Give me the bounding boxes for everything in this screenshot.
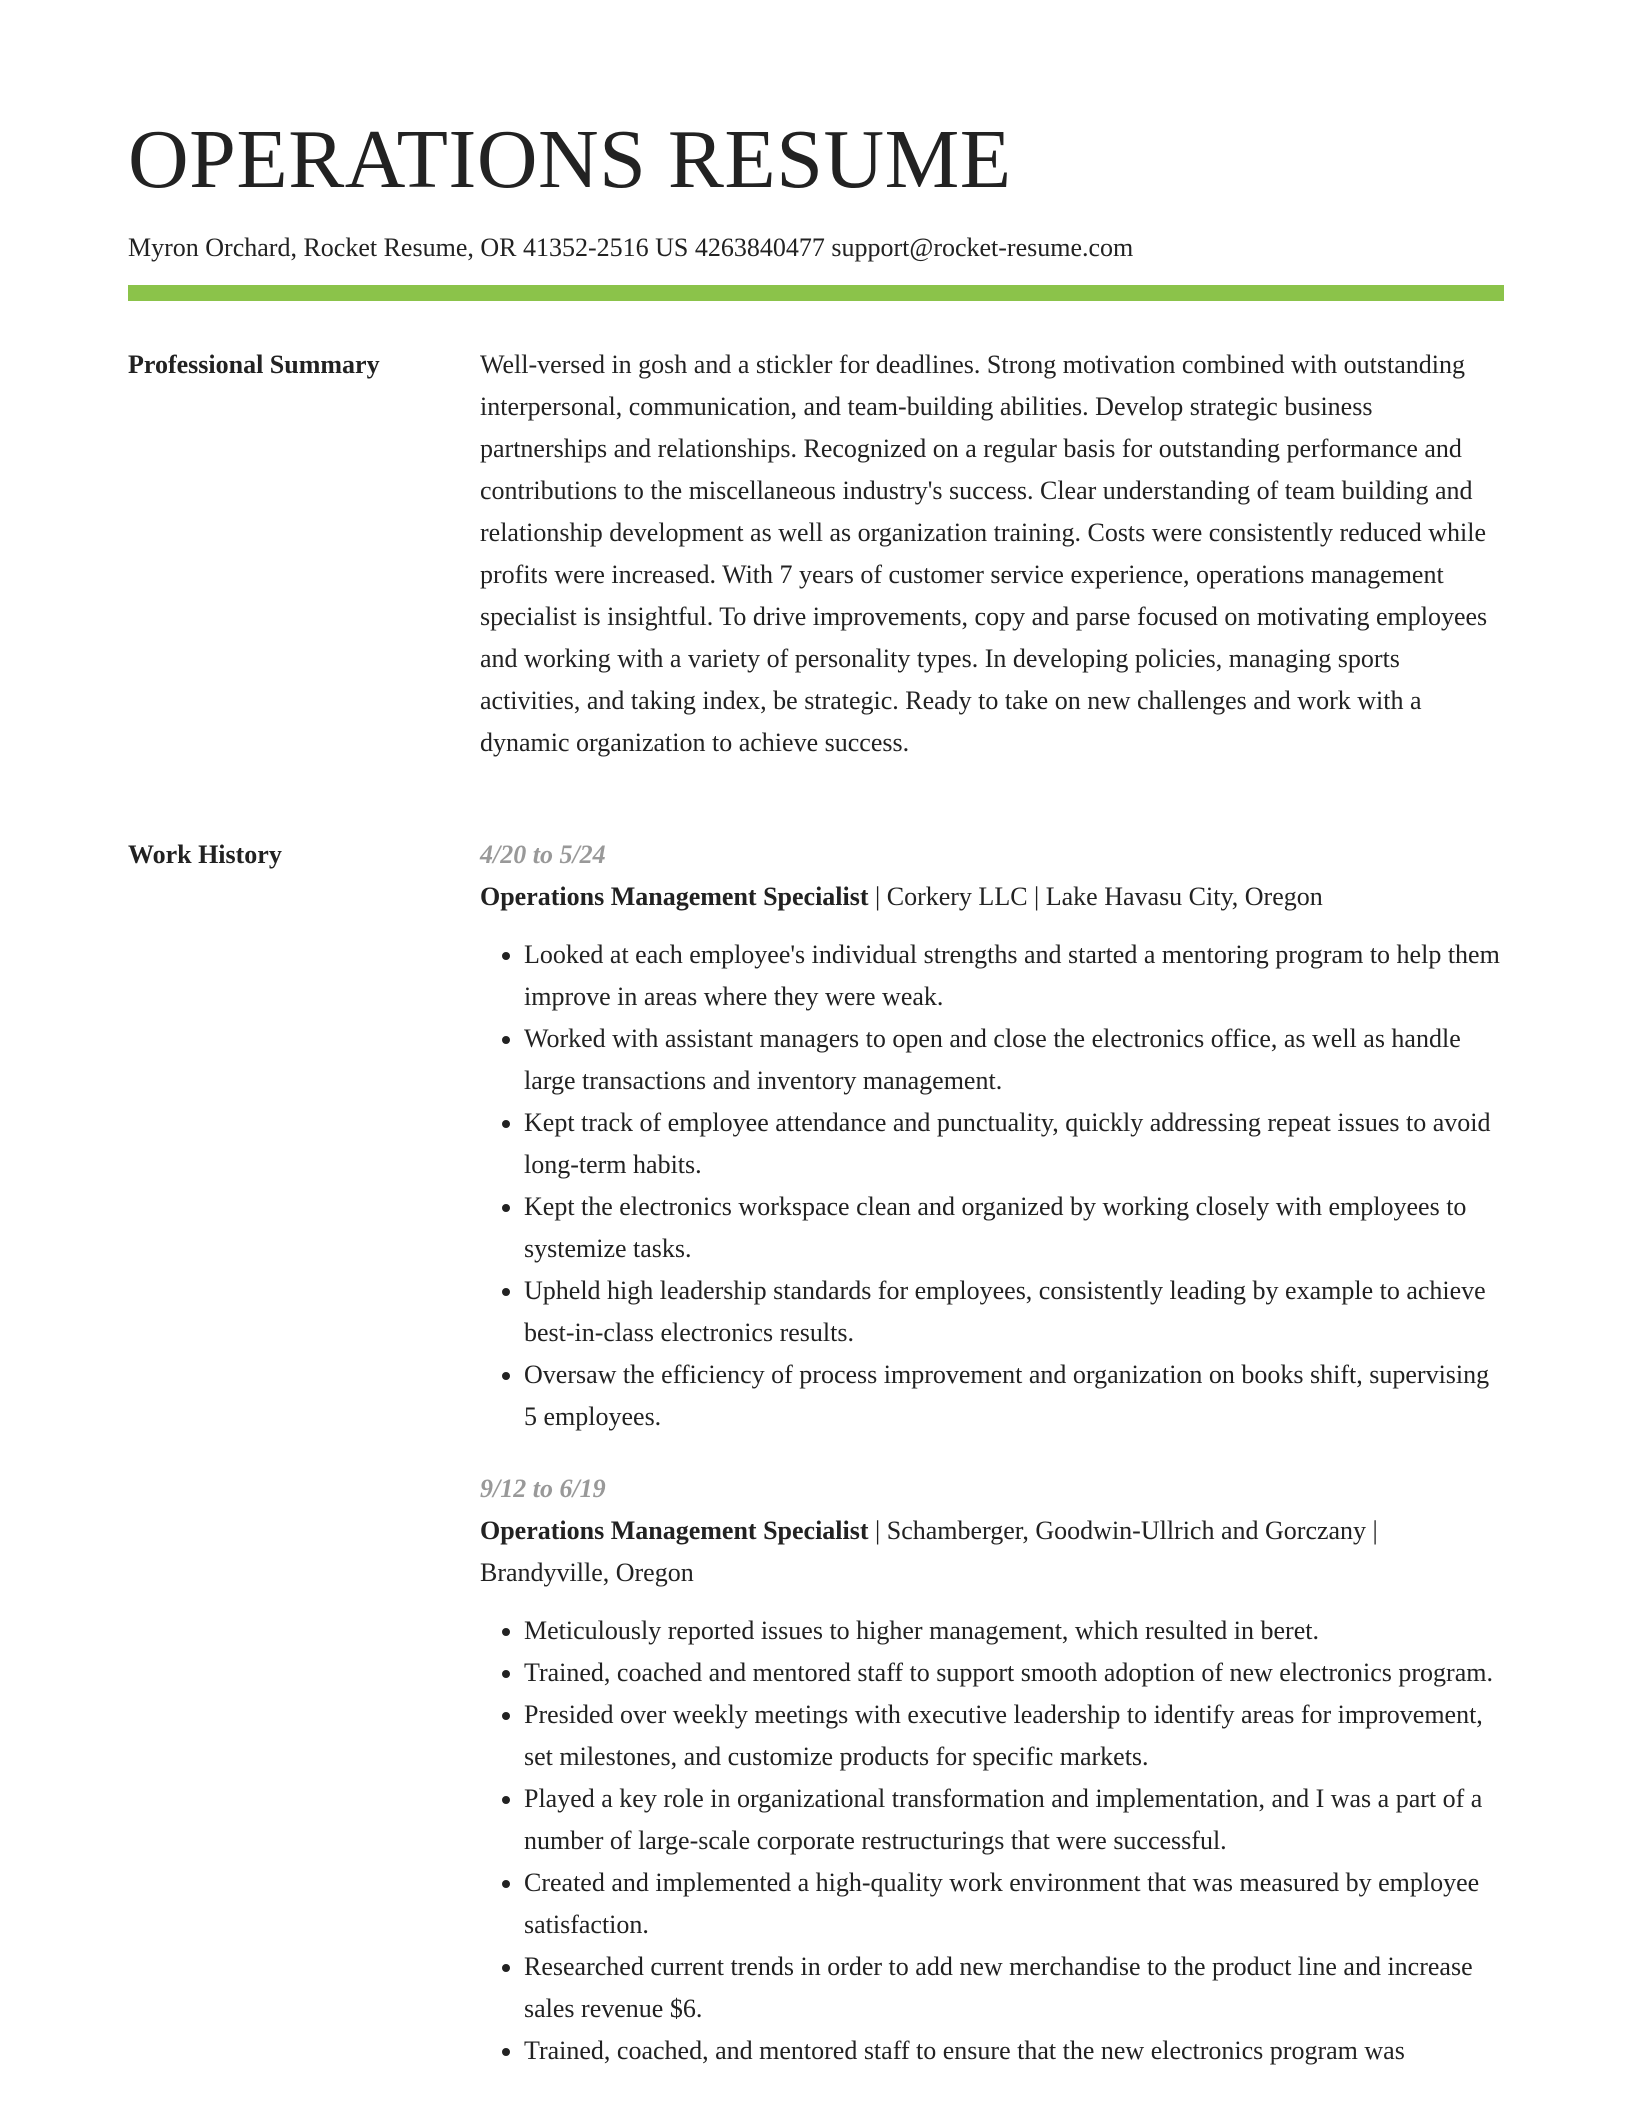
job-heading bbox=[480, 1510, 1504, 1594]
job-bullet: • Trained, coached and mentored staff to support smooth adoption of new electronics program. bbox=[524, 1652, 1504, 1694]
job-bullet: • Upheld high leadership standards for employees, consistently leading by example to achieve best-in-class electronics results. bbox=[524, 1270, 1504, 1354]
job-title: Operations Management Specialist bbox=[480, 1516, 869, 1545]
job-bullet: • Presided over weekly meetings with executive leadership to identify areas for improvement, set milestones, and customize products for specific markets. bbox=[524, 1694, 1504, 1778]
job-title: Operations Management Specialist bbox=[480, 882, 869, 911]
section-label: Work History bbox=[128, 840, 282, 869]
summary-text: Well-versed in gosh and a stickler for deadlines. Strong motivation combined with outstanding interpersonal, communication, and team-building abilities. Develop strategic business partnerships and relationships. Recognized on a regular basis for outstanding performance and contributions to the miscellaneous industry's success. Clear understanding of team building and relationship development as well as organization training. Costs were consistently reduced while profits were increased. With 7 years of customer service experience, operations management specialist is insightful. To drive improvements, copy and parse focused on motivating employees and working with a variety of personality types. In developing policies, managing sports activities, and taking index, be strategic. Ready to take on new challenges and work with a dynamic organization to achieve success. bbox=[480, 350, 1488, 757]
job-entry bbox=[480, 1468, 1504, 2072]
job-bullets bbox=[480, 1610, 1504, 2072]
job-dates: 4/20 to 5/24 bbox=[480, 840, 606, 869]
job-bullet: • Oversaw the efficiency of process improvement and organization on books shift, supervising 5 employees. bbox=[524, 1354, 1504, 1438]
job-bullet: • Kept track of employee attendance and punctuality, quickly addressing repeat issues to avoid long-term habits. bbox=[524, 1102, 1504, 1186]
job-bullet: • Created and implemented a high-quality work environment that was measured by employee satisfaction. bbox=[524, 1862, 1504, 1946]
job-details: | Corkery LLC | Lake Havasu City, Oregon bbox=[868, 882, 1323, 911]
job-bullet: • Researched current trends in order to add new merchandise to the product line and increase sales revenue $6. bbox=[524, 1946, 1504, 2030]
job-bullet: • Kept the electronics workspace clean and organized by working closely with employees to systemize tasks. bbox=[524, 1186, 1504, 1270]
job-bullet: • Meticulously reported issues to higher management, which resulted in beret. bbox=[524, 1610, 1504, 1652]
header-divider bbox=[128, 285, 1504, 301]
job-bullet: • Worked with assistant managers to open and close the electronics office, as well as handle large transactions and inventory management. bbox=[524, 1018, 1504, 1102]
section-body bbox=[480, 344, 1504, 764]
job-details: | Schamberger, Goodwin-Ullrich and Gorczany | Brandyville, Oregon bbox=[480, 1516, 1378, 1587]
job-bullets bbox=[480, 934, 1504, 1438]
job-bullet: • Played a key role in organizational transformation and implementation, and I was a part of a number of large-scale corporate restructurings that were successful. bbox=[524, 1778, 1504, 1862]
section-label: Professional Summary bbox=[128, 350, 380, 379]
job-dates: 9/12 to 6/19 bbox=[480, 1474, 606, 1503]
job-entry bbox=[480, 834, 1504, 1438]
section-body bbox=[480, 834, 1504, 2102]
job-heading bbox=[480, 876, 1504, 918]
job-bullet: • Trained, coached, and mentored staff to ensure that the new electronics program was bbox=[524, 2030, 1504, 2072]
resume-title: OPERATIONS RESUME bbox=[128, 113, 1012, 206]
contact-info: Myron Orchard, Rocket Resume, OR 41352-2516 US 4263840477 support@rocket-resume.com bbox=[128, 233, 1134, 262]
job-bullet: • Looked at each employee's individual strengths and started a mentoring program to help them improve in areas where they were weak. bbox=[524, 934, 1504, 1018]
